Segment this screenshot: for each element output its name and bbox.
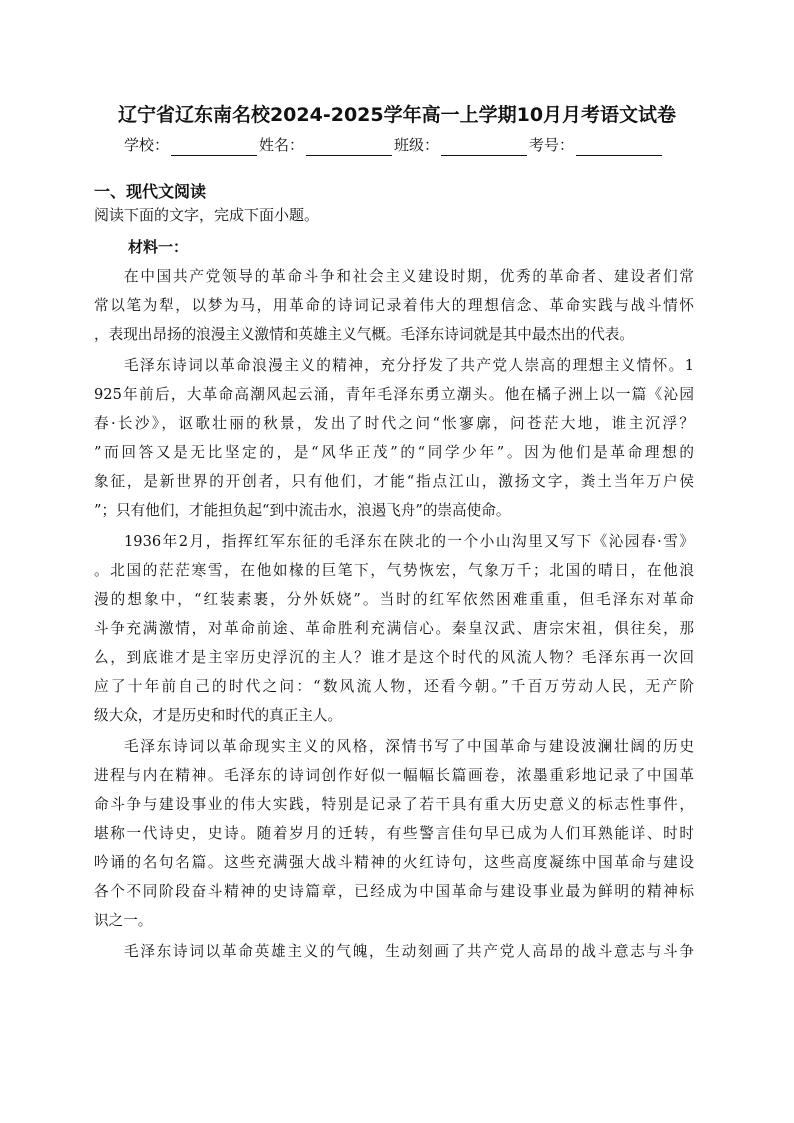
exam-no-label: 考号： — [529, 136, 575, 154]
text-line: 吟诵的名句名篇。这些充满强大战斗精神的火红诗句，这些高度凝练中国革命与建设 — [94, 854, 694, 871]
text-line: 。北国的茫茫寒雪，在他如椽的巨笔下，气势恢宏，气象万千；北国的晴日，在他浪 — [94, 562, 694, 579]
text-line: 级大众，才是历史和时代的真正主人。 — [94, 707, 343, 724]
text-line: 毛泽东诗词以革命浪漫主义的精神，充分抒发了共产党人崇高的理想主义情怀。1 — [124, 357, 694, 374]
text-line: 在中国共产党领导的革命斗争和社会主义建设时期，优秀的革命者、建设者们常 — [124, 268, 694, 285]
school-blank[interactable] — [171, 139, 257, 156]
text-line: 925年前后，大革命高潮风起云涌，青年毛泽东勇立潮头。他在橘子洲上以一篇《沁园 — [94, 386, 694, 403]
school-label: 学校： — [124, 136, 170, 154]
text-line: 象征，是新世界的开创者，只有他们，才能“指点江山，激扬文字，粪土当年万户侯 — [94, 473, 694, 490]
text-line: ，表现出昂扬的浪漫主义激情和英雄主义气概。毛泽东诗词就是其中最杰出的代表。 — [94, 326, 634, 343]
name-blank[interactable] — [306, 139, 392, 156]
material-label: 材料一： — [128, 238, 189, 256]
text-line: 毛泽东诗词以革命现实主义的风格，深情书写了中国革命与建设波澜壮阔的历史 — [124, 738, 694, 755]
class-blank[interactable] — [441, 139, 527, 156]
text-line: 堪称一代诗史，史诗。随着岁月的迁转，有些警言佳句早已成为人们耳熟能详、时时 — [94, 825, 694, 842]
text-line: 斗争充满激情，对革命前途、革命胜利充满信心。秦皇汉武、唐宗宋祖，俱往矣，那 — [94, 620, 694, 637]
text-line: 漫的想象中，“红装素裹，分外妖娆”。当时的红军依然困难重重，但毛泽东对革命 — [94, 591, 694, 608]
class-label: 班级： — [394, 136, 440, 154]
text-line: 春·长沙》，讴歌壮丽的秋景，发出了时代之问“怅寥廓，问苍茫大地，谁主沉浮？ — [94, 415, 694, 432]
text-line: 么，到底谁才是主宰历史浮沉的主人？谁才是这个时代的风流人物？毛泽东再一次回 — [94, 649, 694, 666]
text-line: ”而回答又是无比坚定的，是“风华正茂”的“同学少年”。因为他们是革命理想的 — [94, 444, 694, 461]
reading-instruction: 阅读下面的文字，完成下面小题。 — [94, 206, 320, 224]
text-line: 应了十年前自己的时代之问：“数风流人物，还看今朝。”千百万劳动人民，无产阶 — [94, 678, 694, 695]
text-line: 各个不同阶段奋斗精神的史诗篇章，已经成为中国革命与建设事业最为鲜明的精神标 — [94, 883, 694, 900]
article-body — [94, 262, 694, 966]
text-line: 常以笔为犁，以梦为马，用革命的诗词记录着伟大的理想信念、革命实践与战斗情怀 — [94, 297, 694, 314]
text-line: 进程与内在精神。毛泽东的诗词创作好似一幅幅长篇画卷，浓墨重彩地记录了中国革 — [94, 767, 694, 784]
exam-no-blank[interactable] — [576, 139, 662, 156]
text-line: 毛泽东诗词以革命英雄主义的气魄，生动刻画了共产党人高昂的战斗意志与斗争 — [124, 943, 694, 960]
text-line: ”；只有他们，才能担负起“到中流击水，浪遏飞舟”的崇高使命。 — [94, 502, 511, 519]
student-info-line — [124, 134, 664, 156]
text-line: 识之一。 — [94, 912, 153, 929]
text-line: 1936年2月，指挥红军东征的毛泽东在陕北的一个小山沟里又写下《沁园春·雪》 — [124, 533, 694, 550]
name-label: 姓名： — [259, 136, 305, 154]
section-heading: 一、现代文阅读 — [94, 182, 207, 201]
document-title: 辽宁省辽东南名校2024-2025学年高一上学期10月月考语文试卷 — [117, 104, 677, 126]
text-line: 命斗争与建设事业的伟大实践，特别是记录了若干具有重大历史意义的标志性事件， — [94, 796, 694, 813]
